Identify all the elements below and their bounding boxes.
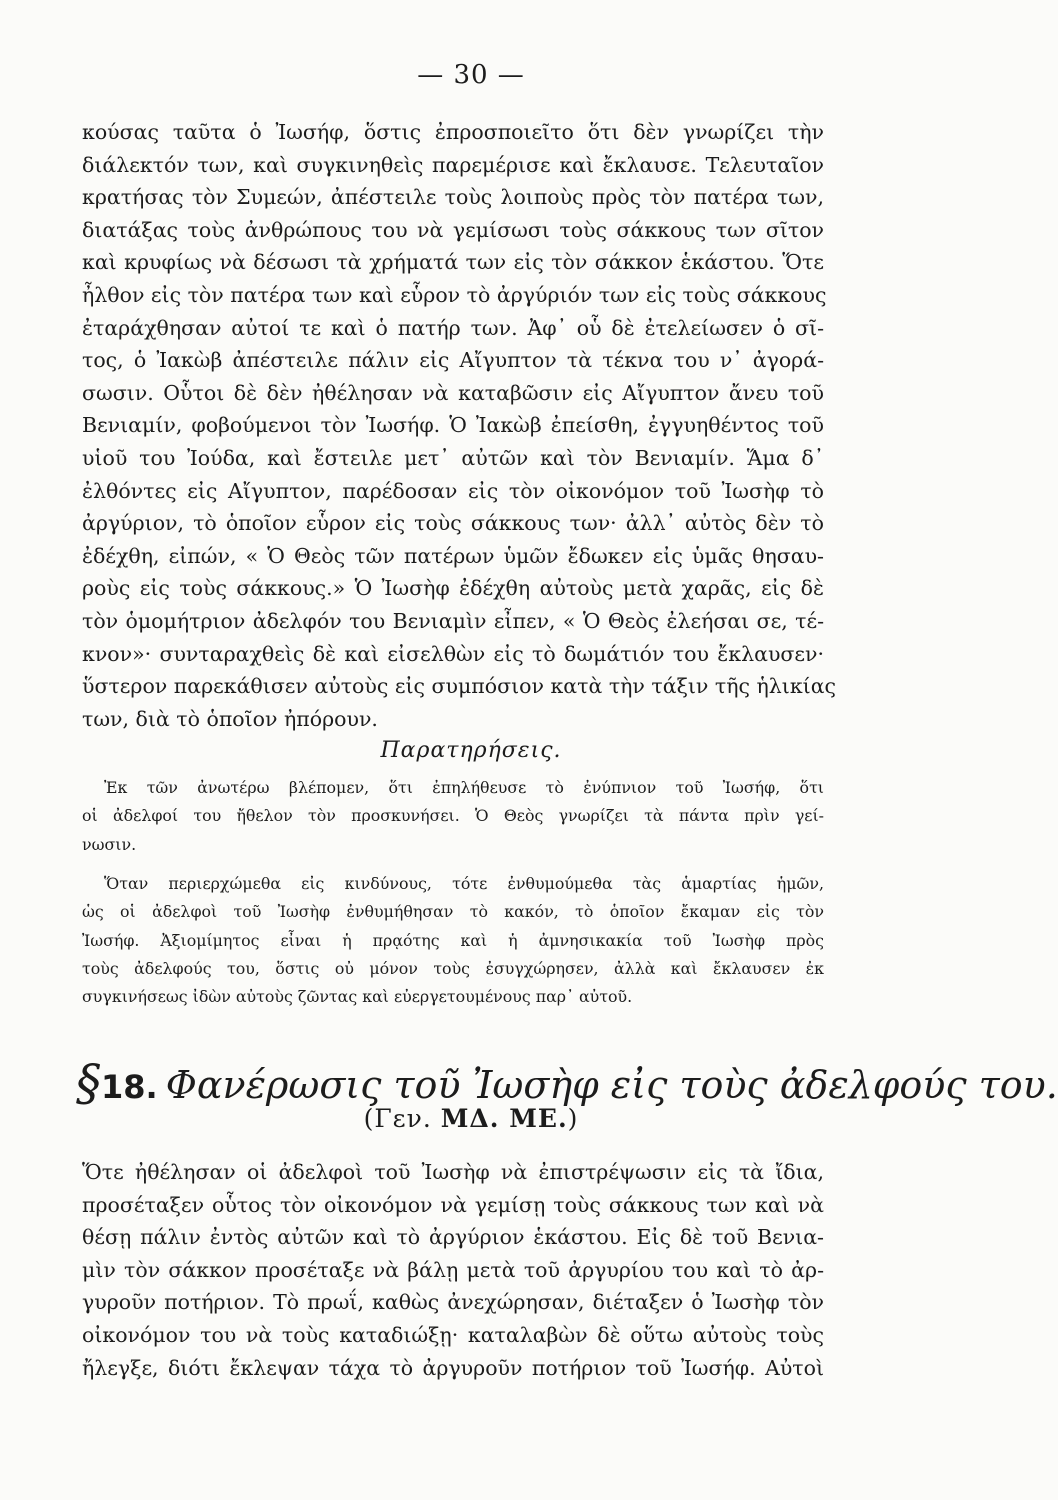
text-line: καὶ κρυφίως νὰ δέσωσι τὰ χρήματά των εἰς τὸν σάκκον ἑκάστου. Ὅτε bbox=[82, 250, 824, 275]
text-line: διάλεκτόν των, καὶ συγκινηθεὶς παρεμέρισε καὶ ἔκλαυσε. Τελευταῖον bbox=[82, 152, 824, 177]
notes-paragraph-2 bbox=[82, 870, 824, 1011]
text-line: οἰκονόμον του νὰ τοὺς καταδιώξῃ· καταλαβὼν δὲ οὕτω αὐτοὺς τοὺς bbox=[82, 1322, 824, 1347]
text-line: διατάξας τοὺς ἀνθρώπους του νὰ γεμίσωσι τοὺς σάκκους των σῖτον bbox=[82, 217, 824, 242]
note-line: οἱ ἀδελφοί του ἤθελον τὸν προσκυνήσει. Ὁ Θεὸς γνωρίζει τὰ πάντα πρὶν γεί- bbox=[82, 806, 824, 826]
section-text bbox=[82, 1156, 824, 1384]
text-line: ἐταράχθησαν αὐτοί τε καὶ ὁ πατήρ των. Ἀφ᾽ οὗ δὲ ἐτελείωσεν ὁ σῖ- bbox=[82, 315, 824, 340]
text-line: σωσιν. Οὗτοι δὲ δὲν ἠθέλησαν νὰ καταβῶσιν εἰς Αἴγυπτον ἄνευ τοῦ bbox=[82, 380, 824, 405]
text-line: ἀργύριον, τὸ ὁποῖον εὗρον εἰς τοὺς σάκκους των· ἀλλ᾽ αὐτὸς δὲν τὸ bbox=[82, 511, 824, 536]
page-number: — 30 — bbox=[417, 60, 525, 90]
reference-prefix: (Γεν. bbox=[363, 1104, 432, 1133]
text-line: ὕστερον παρεκάθισεν αὐτοὺς εἰς συμπόσιον κατὰ τὴν τάξιν τῆς ἡλικίας bbox=[82, 674, 837, 699]
text-line: κνον»· συνταραχθεὶς δὲ καὶ εἰσελθὼν εἰς τὸ δωμάτιόν του ἔκλαυσεν· bbox=[82, 641, 824, 666]
note-line: νωσιν. bbox=[82, 834, 137, 854]
reference-suffix: ) bbox=[567, 1104, 579, 1133]
section-number: 18. bbox=[101, 1068, 158, 1106]
text-line: θέσῃ πάλιν ἐντὸς αὐτῶν καὶ τὸ ἀργύριον ἑκάστου. Εἰς δὲ τοῦ Βενια- bbox=[82, 1225, 824, 1250]
main-text bbox=[82, 116, 837, 735]
note-line: τοὺς ἀδελφούς του, ὅστις οὐ μόνον τοὺς ἐσυγχώρησεν, ἀλλὰ καὶ ἔκλαυσεν ἐκ bbox=[82, 958, 824, 978]
text-line: των, διὰ τὸ ὁποῖον ἠπόρουν. bbox=[82, 706, 378, 731]
note-line: Ὅταν περιερχώμεθα εἰς κινδύνους, τότε ἐνθυμούμεθα τὰς ἁμαρτίας ἡμῶν, bbox=[104, 874, 824, 893]
text-line: γυροῦν ποτήριον. Τὸ πρωΐ, καθὼς ἀνεχώρησαν, διέταξεν ὁ Ἰωσὴφ τὸν bbox=[82, 1290, 824, 1315]
note-line: συγκινήσεως ἰδὼν αὐτοὺς ζῶντας καὶ εὐεργετουμένους παρ᾽ αὐτοῦ. bbox=[82, 987, 633, 1007]
notes-heading: Παρατηρήσεις. bbox=[380, 738, 562, 763]
text-line: ροὺς εἰς τοὺς σάκκους.» Ὁ Ἰωσὴφ ἐδέχθη αὐτοὺς μετὰ χαρᾶς, εἰς δὲ bbox=[82, 576, 824, 601]
section-reference bbox=[0, 1104, 942, 1133]
text-line: τὸν ὁμομήτριον ἀδελφόν του Βενιαμὶν εἶπεν, « Ὁ Θεὸς ἐλεήσαι σε, τέ- bbox=[82, 608, 824, 633]
text-line: τος, ὁ Ἰακὼβ ἀπέστειλε πάλιν εἰς Αἴγυπτον τὰ τέκνα του ν᾽ ἀγορά- bbox=[82, 348, 824, 373]
text-line: μὶν τὸν σάκκον προσέταξε νὰ βάλῃ μετὰ τοῦ ἀργυρίου του καὶ τὸ ἀρ- bbox=[82, 1257, 824, 1282]
text-line: κούσας ταῦτα ὁ Ἰωσήφ, ὅστις ἐπροσποιεῖτο ὅτι δὲν γνωρίζει τὴν bbox=[82, 120, 824, 144]
text-line: Βενιαμίν, φοβούμενοι τὸν Ἰωσήφ. Ὁ Ἰακὼβ ἐπείσθη, ἐγγυηθέντος τοῦ bbox=[82, 413, 824, 438]
text-line: ἐλθόντες εἰς Αἴγυπτον, παρέδοσαν εἰς τὸν οἰκονόμον τοῦ Ἰωσὴφ τὸ bbox=[82, 478, 824, 503]
section-mark: § bbox=[76, 1054, 101, 1112]
notes-paragraph-1 bbox=[82, 774, 824, 859]
note-line: ὡς οἱ ἀδελφοὶ τοῦ Ἰωσὴφ ἐνθυμήθησαν τὸ κακόν, τὸ ὁποῖον ἔκαμαν εἰς τὸν bbox=[82, 902, 824, 922]
text-line: κρατήσας τὸν Συμεών, ἀπέστειλε τοὺς λοιποὺς πρὸς τὸν πατέρα των, bbox=[82, 185, 824, 210]
note-line: Ἐκ τῶν ἀνωτέρω βλέπομεν, ὅτι ἐπηλήθευσε τὸ ἐνύπνιον τοῦ Ἰωσήφ, ὅτι bbox=[104, 778, 824, 797]
text-line: Ὅτε ἠθέλησαν οἱ ἀδελφοὶ τοῦ Ἰωσὴφ νὰ ἐπιστρέψωσιν εἰς τὰ ἴδια, bbox=[82, 1160, 824, 1184]
section-title: Φανέρωσις τοῦ Ἰωσὴφ εἰς τοὺς ἀδελφούς του. bbox=[165, 1063, 1058, 1107]
text-line: υἱοῦ του Ἰούδα, καὶ ἔστειλε μετ᾽ αὐτῶν καὶ τὸν Βενιαμίν. Ἅμα δ᾽ bbox=[82, 445, 824, 470]
reference-chapters: ΜΔ. ΜΕ. bbox=[440, 1104, 568, 1133]
text-line: ἐδέχθη, εἰπών, « Ὁ Θεὸς τῶν πατέρων ὑμῶν ἔδωκεν εἰς ὑμᾶς θησαυ- bbox=[82, 543, 824, 568]
text-line: ἦλθον εἰς τὸν πατέρα των καὶ εὗρον τὸ ἀργύριόν των εἰς τοὺς σάκκους bbox=[82, 282, 827, 307]
text-line: ἤλεγξε, διότι ἔκλεψαν τάχα τὸ ἀργυροῦν ποτήριον τοῦ Ἰωσήφ. Αὐτοὶ bbox=[82, 1355, 824, 1380]
note-line: Ἰωσήφ. Ἀξιομίμητος εἶναι ἡ πρᾳότης καὶ ἡ ἀμνησικακία τοῦ Ἰωσὴφ πρὸς bbox=[82, 930, 824, 950]
text-line: προσέταξεν οὗτος τὸν οἰκονόμον νὰ γεμίσῃ τοὺς σάκκους των καὶ νὰ bbox=[82, 1192, 824, 1217]
